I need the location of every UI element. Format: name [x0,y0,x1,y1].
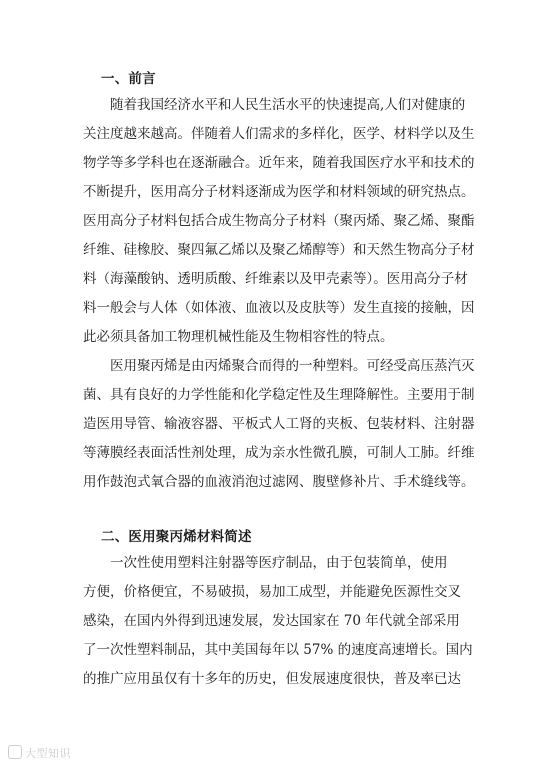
text-line: 方便，价格便宜，不易破损，易加工成型，并能避免医源性交叉 [83,584,461,600]
text-line: 物学等多学科也在逐渐融合。近年来，随着我国医疗水平和技术的 [83,155,475,171]
text-line: 随着我国经济水平和人民生活水平的快速提高,人们对健康的 [110,97,466,113]
text-line: 了一次性塑料制品，其中美国每年以 57% 的速度高速增长。国内 [83,642,473,658]
text-line: 不断提升，医用高分子材料逐渐成为医学和材料领域的研究热点。 [83,184,475,200]
section-heading-preface: 一、前言 [101,71,156,87]
text-line: 纤维、硅橡胶、聚四氟乙烯以及聚乙烯醇等）和天然生物高分子材 [83,242,475,258]
text-line: 医用高分子材料包括合成生物高分子材料（聚丙烯、聚乙烯、聚酯 [83,213,475,229]
text-line: 等薄膜经表面活性剂处理，成为亲水性微孔膜，可制人工肺。纤维 [83,445,475,461]
text-line: 菌、具有良好的力学性能和化学稳定性及生理降解性。主要用于制 [83,387,475,403]
text-line: 一次性使用塑料注射器等医疗制品，由于包装简单，使用 [110,555,448,571]
text-line: 感染，在国内外得到迅速发展，发达国家在 70 年代就全部采用 [83,613,460,629]
text-line: 关注度越来越高。伴随着人们需求的多样化，医学、材料学以及生 [83,126,475,142]
text-line: 料（海藻酸钠、透明质酸、纤维素以及甲壳素等）。医用高分子材 [83,271,468,287]
watermark-text: 大型知识 [25,747,71,760]
section-heading-overview: 二、医用聚丙烯材料简述 [101,529,252,545]
watermark [8,745,71,761]
text-line: 此必须具备加工物理机械性能及生物相容性的特点。 [83,329,394,345]
text-line: 料一般会与人体（如体液、血液以及皮肤等）发生直接的接触，因 [83,300,475,316]
text-line: 的推广应用虽仅有十多年的历史，但发展速度很快，普及率已达 [83,671,461,687]
text-line: 医用聚丙烯是由丙烯聚合而得的一种塑料。可经受高压蒸汽灭 [110,358,475,374]
text-line: 造医用导管、输液容器、平板式人工肾的夹板、包装材料、注射器 [83,416,475,432]
watermark-logo-icon [8,745,22,759]
text-line: 用作鼓泡式氧合器的血液消泡过滤网、腹壁修补片、手术缝线等。 [83,474,475,490]
